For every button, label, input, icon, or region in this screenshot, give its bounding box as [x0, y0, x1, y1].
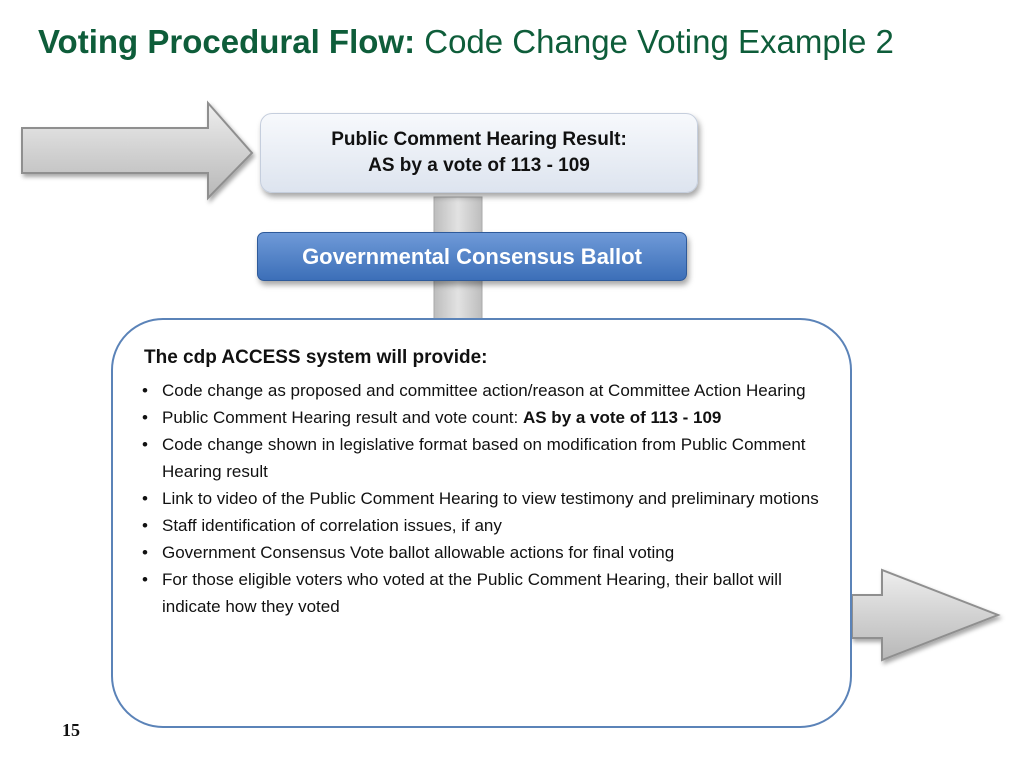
- list-item: [140, 431, 820, 485]
- list-item-text: Government Consensus Vote ballot allowable actions for final voting: [162, 543, 675, 562]
- list-item-text: Code change as proposed and committee action/reason at Committee Action Hearing: [162, 381, 806, 400]
- list-item-text: Code change shown in legislative format based on modification from Public Comment Hearing result: [162, 435, 806, 481]
- list-item-text: Link to video of the Public Comment Hearing to view testimony and preliminary motions: [162, 489, 819, 508]
- bullet-icon: •: [142, 435, 148, 454]
- bullet-icon: •: [142, 570, 148, 589]
- list-item-text: For those eligible voters who voted at the Public Comment Hearing, their ballot will indicate how they voted: [162, 570, 782, 616]
- list-item: [140, 539, 820, 566]
- page-number: 15: [62, 720, 80, 740]
- bullet-icon: •: [142, 516, 148, 535]
- list-item-bold-text: AS by a vote of 113 - 109: [522, 408, 722, 427]
- connector-bar-top: [434, 197, 482, 237]
- consensus-ballot-box: Governmental Consensus Ballot: [257, 232, 687, 281]
- info-heading: The cdp ACCESS system will provide:: [144, 347, 488, 368]
- bullet-icon: •: [142, 408, 148, 427]
- output-arrow: [852, 570, 998, 660]
- list-item: [140, 485, 820, 512]
- title-bold: Voting Procedural Flow:: [38, 23, 416, 60]
- bullet-icon: •: [142, 543, 148, 562]
- list-item: [140, 377, 820, 404]
- bullet-icon: •: [142, 489, 148, 508]
- hearing-result-box: [260, 113, 698, 193]
- list-item-text: Staff identification of correlation issues, if any: [162, 516, 502, 535]
- list-item: [140, 566, 820, 620]
- hearing-result-line1: Public Comment Hearing Result:: [331, 129, 627, 151]
- title-rest: Code Change Voting Example 2: [424, 23, 894, 60]
- input-arrow: [22, 103, 252, 198]
- connector-bar-bottom: [434, 276, 482, 324]
- list-item-text: Public Comment Hearing result and vote count:: [162, 408, 523, 427]
- info-list: [140, 377, 820, 620]
- list-item: [140, 512, 820, 539]
- bullet-icon: •: [142, 381, 148, 400]
- list-item: [140, 404, 820, 431]
- hearing-result-line2: AS by a vote of 113 - 109: [368, 155, 590, 176]
